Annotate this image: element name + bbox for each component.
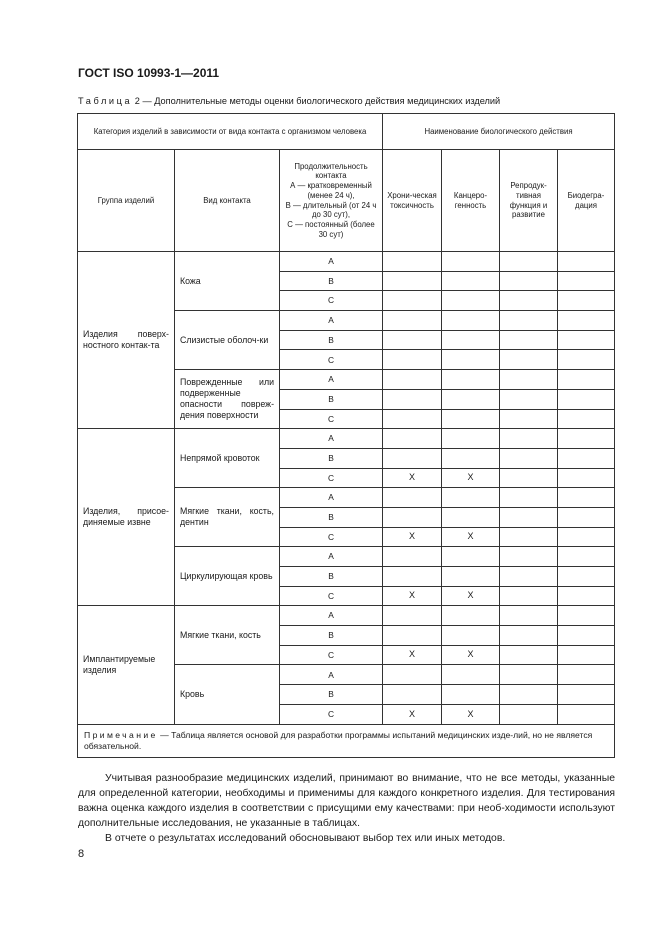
body-text xyxy=(78,771,615,846)
mark-cell-repro xyxy=(500,468,558,488)
table-note xyxy=(78,724,615,758)
mark-cell-carcino xyxy=(442,547,500,567)
duration-cell: С xyxy=(280,645,383,665)
mark-cell-carcino: X xyxy=(442,704,500,724)
body-paragraph-2: В отчете о результатах исследований обосновывают выбор тех или иных методов. xyxy=(105,833,506,844)
contact-cell: Слизистые оболоч-ки xyxy=(175,311,280,370)
mark-cell-chronic: X xyxy=(383,645,442,665)
mark-cell-carcino xyxy=(442,370,500,390)
header-group: Группа изделий xyxy=(78,150,175,252)
mark-cell-biodeg xyxy=(558,606,615,626)
duration-cell: А xyxy=(280,606,383,626)
duration-cell: В xyxy=(280,271,383,291)
mark-cell-repro xyxy=(500,606,558,626)
body-paragraph-1: Учитывая разнообразие медицинских изделий, принимают во внимание, что не все методы, указанные для определенной категории, необходимы и применимы для каждого конкретного изделия. Для тестирования важна оценка каждого изделия в соответствии с присущими ему качествами: при необ-ходимости используют дополнительные исследования, не указанные в таблицах. xyxy=(78,773,615,829)
mark-cell-carcino xyxy=(442,626,500,646)
mark-cell-biodeg xyxy=(558,330,615,350)
duration-cell: А xyxy=(280,429,383,449)
mark-cell-biodeg xyxy=(558,409,615,429)
mark-cell-chronic xyxy=(383,350,442,370)
header-duration xyxy=(280,150,383,252)
duration-cell: С xyxy=(280,586,383,606)
mark-cell-carcino xyxy=(442,389,500,409)
mark-cell-repro xyxy=(500,370,558,390)
mark-cell-chronic xyxy=(383,488,442,508)
mark-cell-biodeg xyxy=(558,527,615,547)
duration-line-2: А — кратковременный (менее 24 ч), xyxy=(290,181,372,200)
note-text: — Таблица является основой для разработки программы испытаний медицинских изде-лий, но не является обязательной. xyxy=(84,730,593,751)
mark-cell-repro xyxy=(500,586,558,606)
mark-cell-chronic: X xyxy=(383,704,442,724)
group-cell: Имплантируемые изделия xyxy=(78,606,175,724)
duration-line-3: В — длительный (от 24 ч до 30 сут), xyxy=(285,200,377,220)
mark-cell-biodeg xyxy=(558,389,615,409)
mark-cell-carcino xyxy=(442,448,500,468)
contact-cell: Поврежденные или подверженные опасности повреж-дения поверхности xyxy=(175,370,280,429)
duration-cell: С xyxy=(280,291,383,311)
note-row xyxy=(78,724,615,758)
table-row xyxy=(78,252,615,272)
mark-cell-repro xyxy=(500,409,558,429)
mark-cell-chronic xyxy=(383,606,442,626)
mark-cell-repro xyxy=(500,291,558,311)
mark-cell-biodeg xyxy=(558,252,615,272)
mark-cell-biodeg xyxy=(558,488,615,508)
mark-cell-repro xyxy=(500,507,558,527)
mark-cell-biodeg xyxy=(558,429,615,449)
mark-cell-chronic xyxy=(383,429,442,449)
mark-cell-carcino: X xyxy=(442,468,500,488)
mark-cell-biodeg xyxy=(558,271,615,291)
mark-cell-biodeg xyxy=(558,645,615,665)
table-row xyxy=(78,429,615,449)
mark-cell-chronic xyxy=(383,370,442,390)
note-word: Примечание xyxy=(84,730,158,741)
mark-cell-chronic xyxy=(383,389,442,409)
mark-cell-repro xyxy=(500,567,558,587)
mark-cell-carcino xyxy=(442,330,500,350)
duration-cell: В xyxy=(280,448,383,468)
mark-cell-chronic xyxy=(383,567,442,587)
mark-cell-carcino xyxy=(442,429,500,449)
mark-cell-carcino xyxy=(442,409,500,429)
mark-cell-chronic: X xyxy=(383,527,442,547)
duration-cell: В xyxy=(280,389,383,409)
duration-cell: С xyxy=(280,704,383,724)
caption-word: Таблица xyxy=(78,96,133,106)
contact-cell: Непрямой кровоток xyxy=(175,429,280,488)
mark-cell-carcino xyxy=(442,271,500,291)
mark-cell-repro xyxy=(500,252,558,272)
mark-cell-chronic xyxy=(383,330,442,350)
header-biodegradation: Биодегра-дация xyxy=(558,150,615,252)
duration-cell: А xyxy=(280,547,383,567)
mark-cell-carcino: X xyxy=(442,527,500,547)
mark-cell-carcino xyxy=(442,567,500,587)
duration-cell: А xyxy=(280,665,383,685)
mark-cell-repro xyxy=(500,626,558,646)
mark-cell-carcino xyxy=(442,685,500,705)
duration-line-1: Продолжительность контакта xyxy=(294,161,368,181)
mark-cell-carcino xyxy=(442,350,500,370)
mark-cell-biodeg xyxy=(558,468,615,488)
group-cell: Изделия поверх-ностного контак-та xyxy=(78,252,175,429)
contact-cell: Циркулирующая кровь xyxy=(175,547,280,606)
mark-cell-carcino: X xyxy=(442,586,500,606)
contact-cell: Мягкие ткани, кость xyxy=(175,606,280,665)
header-carcinogenicity: Канцеро-генность xyxy=(442,150,500,252)
mark-cell-biodeg xyxy=(558,370,615,390)
mark-cell-carcino xyxy=(442,507,500,527)
contact-cell: Мягкие ткани, кость, дентин xyxy=(175,488,280,547)
mark-cell-carcino xyxy=(442,488,500,508)
mark-cell-chronic xyxy=(383,665,442,685)
mark-cell-repro xyxy=(500,685,558,705)
mark-cell-chronic xyxy=(383,409,442,429)
mark-cell-repro xyxy=(500,488,558,508)
mark-cell-chronic xyxy=(383,271,442,291)
mark-cell-repro xyxy=(500,389,558,409)
mark-cell-repro xyxy=(500,547,558,567)
mark-cell-biodeg xyxy=(558,586,615,606)
duration-cell: В xyxy=(280,507,383,527)
mark-cell-chronic xyxy=(383,291,442,311)
duration-cell: А xyxy=(280,311,383,331)
header-reproductive: Репродук-тивная функция и развитие xyxy=(500,150,558,252)
duration-cell: В xyxy=(280,567,383,587)
duration-cell: А xyxy=(280,252,383,272)
mark-cell-carcino xyxy=(442,665,500,685)
mark-cell-biodeg xyxy=(558,311,615,331)
contact-cell: Кожа xyxy=(175,252,280,311)
table-caption xyxy=(78,96,500,106)
mark-cell-biodeg xyxy=(558,626,615,646)
mark-cell-biodeg xyxy=(558,704,615,724)
mark-cell-repro xyxy=(500,429,558,449)
mark-cell-biodeg xyxy=(558,350,615,370)
header-category: Категория изделий в зависимости от вида контакта с организмом человека xyxy=(78,114,383,150)
header-biological-action: Наименование биологического действия xyxy=(383,114,615,150)
mark-cell-carcino xyxy=(442,606,500,626)
mark-cell-repro xyxy=(500,350,558,370)
mark-cell-chronic xyxy=(383,311,442,331)
duration-cell: А xyxy=(280,370,383,390)
duration-cell: А xyxy=(280,488,383,508)
mark-cell-repro xyxy=(500,448,558,468)
mark-cell-carcino xyxy=(442,311,500,331)
duration-line-4: С — постоянный (более 30 сут) xyxy=(287,219,375,239)
duration-cell: С xyxy=(280,409,383,429)
mark-cell-carcino xyxy=(442,291,500,311)
duration-cell: В xyxy=(280,330,383,350)
table-row xyxy=(78,606,615,626)
mark-cell-biodeg xyxy=(558,547,615,567)
duration-cell: С xyxy=(280,468,383,488)
duration-cell: С xyxy=(280,527,383,547)
mark-cell-biodeg xyxy=(558,567,615,587)
document-header: ГОСТ ISO 10993-1—2011 xyxy=(78,66,220,80)
mark-cell-biodeg xyxy=(558,291,615,311)
mark-cell-carcino: X xyxy=(442,645,500,665)
mark-cell-repro xyxy=(500,665,558,685)
header-contact: Вид контакта xyxy=(175,150,280,252)
mark-cell-chronic xyxy=(383,507,442,527)
contact-cell: Кровь xyxy=(175,665,280,724)
mark-cell-chronic xyxy=(383,448,442,468)
duration-cell: В xyxy=(280,626,383,646)
mark-cell-chronic: X xyxy=(383,586,442,606)
group-cell: Изделия, присое-диняемые извне xyxy=(78,429,175,606)
mark-cell-biodeg xyxy=(558,665,615,685)
mark-cell-repro xyxy=(500,311,558,331)
mark-cell-biodeg xyxy=(558,448,615,468)
mark-cell-repro xyxy=(500,330,558,350)
caption-text: 2 — Дополнительные методы оценки биологического действия медицинских изделий xyxy=(134,96,501,106)
mark-cell-chronic xyxy=(383,626,442,646)
mark-cell-chronic xyxy=(383,252,442,272)
mark-cell-biodeg xyxy=(558,507,615,527)
mark-cell-repro xyxy=(500,704,558,724)
duration-cell: В xyxy=(280,685,383,705)
mark-cell-repro xyxy=(500,645,558,665)
methods-table xyxy=(77,113,615,758)
mark-cell-repro xyxy=(500,527,558,547)
mark-cell-carcino xyxy=(442,252,500,272)
duration-cell: С xyxy=(280,350,383,370)
mark-cell-chronic xyxy=(383,547,442,567)
header-chronic-toxicity: Хрони-ческая токсичность xyxy=(383,150,442,252)
page-number: 8 xyxy=(78,848,85,860)
mark-cell-repro xyxy=(500,271,558,291)
mark-cell-chronic: X xyxy=(383,468,442,488)
mark-cell-biodeg xyxy=(558,685,615,705)
mark-cell-chronic xyxy=(383,685,442,705)
